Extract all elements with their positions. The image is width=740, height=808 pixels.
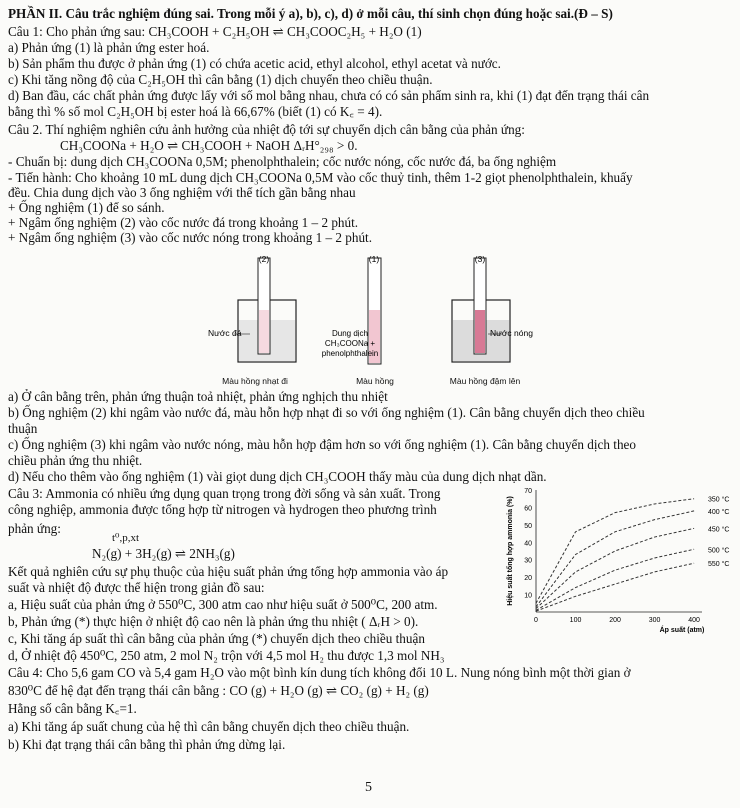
part-title: PHẦN II. Câu trắc nghiệm đúng sai. Trong mỗi ý a), b), c), d) ở mỗi câu, thí sinh chọn đúng hoặc sai.(Đ – S) [8, 6, 613, 21]
label-solution-3: phenolphthalein [321, 349, 379, 358]
q2-step1: + Ống nghiệm (1) để so sánh. [8, 200, 165, 215]
series-line [536, 499, 694, 604]
q2-procedure-line1: - Tiến hành: Cho khoảng 10 mL dung dịch CH₃COONa 0,5M vào cốc thuỷ tinh, thêm 1-2 giọt phenolphthalein, khuấy [8, 170, 633, 185]
test-tube-figure [190, 250, 570, 380]
q2-a: a) Ở cân bằng trên, phản ứng thuận toả nhiệt, phản ứng nghịch thu nhiệt [8, 389, 388, 404]
q1-c: c) Khi tăng nồng độ của C₂H₅OH thì cân bằng (1) dịch chuyển theo chiều thuận. [8, 72, 433, 87]
page-number: 5 [365, 780, 372, 795]
q3-stem-line2: công nghiệp, ammonia được tổng hợp từ nitrogen và hydrogen theo phương trình [8, 502, 437, 517]
q2-prep: - Chuẩn bị: dung dịch CH₃COONa 0,5M; phenolphthalein; cốc nước nóng, cốc nước đá, ba ống nghiệm [8, 154, 557, 169]
q1-stem: Câu 1: Cho phản ứng sau: CH₃COOH + C₂H₅OH ⇌ CH₃COOC₂H₅ + H₂O (1) [8, 24, 422, 39]
q3-c: c, Khi tăng áp suất thì cân bằng của phản ứng (*) chuyển dịch theo chiều thuận [8, 631, 425, 646]
x-tick-label: 200 [609, 617, 621, 624]
q4-a: a) Khi tăng áp suất chung của hệ thì cân bằng chuyển dịch theo chiều thuận. [8, 719, 410, 734]
q3-conditions: t⁰,p,xt [112, 532, 140, 544]
y-tick-label: 60 [524, 505, 532, 513]
y-tick-label: 30 [524, 557, 532, 565]
caption-tube-1: Màu hồng [356, 376, 394, 386]
q4-b: b) Khi đạt trạng thái cân bằng thì phản ứng dừng lại. [8, 737, 286, 752]
q3-b: b, Phản ứng (*) thực hiện ở nhiệt độ cao nên là phản ứng thu nhiệt ( ΔᵣH > 0). [8, 614, 419, 629]
caption-tube-2: Màu hồng nhạt đi [222, 376, 288, 386]
q2-c-line2: chiều phản ứng thu nhiệt. [8, 453, 143, 468]
series-label: 400 °C [708, 508, 730, 516]
q2-c-line1: c) Ống nghiệm (3) khi ngâm vào nước nóng, màu hỗn hợp đậm hơn so với ống nghiệm (1). Cân bằng chuyển dịch theo [8, 437, 636, 452]
q4-stem-line2: 830⁰C để hệ đạt đến trạng thái cân bằng : CO (g) + H₂O (g) ⇌ CO₂ (g) + H₂ (g) [8, 683, 429, 698]
q1-b: b) Sản phẩm thu được ở phản ứng (1) có chứa acetic acid, ethyl alcohol, ethyl acetat và nước. [8, 56, 501, 71]
label-tube-2: (2) [258, 254, 270, 264]
q2-b-line1: b) Ống nghiệm (2) khi ngâm vào nước đá, màu hỗn hợp nhạt đi so với ống nghiệm (1). Cân bằng chuyển dịch theo chiều [8, 405, 645, 420]
y-tick-label: 20 [524, 575, 532, 583]
label-solution-1: Dung dịch [331, 329, 369, 338]
x-tick-label: 400 [688, 617, 700, 624]
caption-tube-3: Màu hồng đậm lên [449, 376, 521, 386]
ice-beaker [238, 258, 296, 362]
x-tick-label: 0 [534, 617, 538, 624]
q3-d: d, Ở nhiệt độ 450⁰C, 250 atm, 2 mol N₂ trộn với 4,5 mol H₂ thu được 1,3 mol NH₃ [8, 648, 445, 663]
series-line [536, 511, 694, 607]
x-tick-label: 300 [648, 617, 661, 624]
ammonia-yield-chart [502, 484, 736, 644]
series-label: 450 °C [708, 526, 730, 534]
q2-b-line2: thuận [8, 421, 38, 436]
q3-equation: N₂(g) + 3H₂(g) ⇌ 2NH₃(g) [92, 546, 235, 561]
label-tube-3: (3) [474, 254, 486, 264]
series-label: 550 °C [708, 561, 730, 569]
y-tick-label: 40 [524, 540, 532, 548]
q2-equation: CH₃COONa + H₂O ⇌ CH₃COOH + NaOH ΔᵣH°₂₉₈ > 0. [60, 138, 358, 153]
series-label: 350 °C [708, 496, 730, 504]
q3-stem-line1: Câu 3: Ammonia có nhiều ứng dụng quan trọng trong đời sống và sản xuất. Trong [8, 486, 441, 501]
q1-d-line1: d) Ban đầu, các chất phản ứng được lấy với số mol bằng nhau, chưa có có sản phẩm sinh ra, khi (1) đạt đến trạng thái cân [8, 88, 650, 103]
series-label: 500 °C [708, 547, 730, 555]
label-tube-1: (1) [368, 254, 380, 264]
q4-stem-line1: Câu 4: Cho 5,6 gam CO và 5,4 gam H₂O vào một bình kín dung tích không đổi 10 L. Nung nóng bình một thời gian ở [8, 665, 631, 680]
x-tick-label: 100 [569, 617, 582, 624]
q3-result-line2: suất và nhiệt độ được thể hiện trong giản đồ sau: [8, 580, 265, 595]
label-ice-water: Nước đá [208, 328, 242, 338]
q2-d: d) Nếu cho thêm vào ống nghiệm (1) vài giọt dung dịch CH₃COOH thấy màu của dung dịch nhạt dần. [8, 469, 547, 484]
label-hot-water: Nước nóng [490, 328, 533, 338]
label-solution-2: CH₃COONa + [324, 339, 376, 348]
q3-stem-line3: phản ứng: [8, 521, 61, 536]
series-line [536, 549, 694, 610]
q2-stem: Câu 2. Thí nghiệm nghiên cứu ảnh hưởng của nhiệt độ tới sự chuyển dịch cân bằng của phản ứng: [8, 122, 525, 137]
q3-result-line1: Kết quả nghiên cứu sự phụ thuộc của hiệu suất phản ứng tổng hợp ammonia vào áp [8, 564, 449, 579]
q3-a: a, Hiệu suất của phản ứng ở 550⁰C, 300 atm cao như hiệu suất ở 500⁰C, 200 atm. [8, 597, 438, 612]
q1-a: a) Phản ứng (1) là phản ứng ester hoá. [8, 40, 210, 55]
hot-beaker [452, 258, 510, 362]
y-axis-label: Hiệu suất tổng hợp ammonia (%) [507, 496, 514, 606]
x-axis-label: Áp suất (atm) [659, 627, 705, 634]
q4-kc: Hằng số cân bằng K꜀=1. [8, 701, 137, 716]
y-tick-label: 50 [524, 522, 532, 530]
y-tick-label: 10 [524, 592, 532, 600]
q2-step3: + Ngâm ống nghiệm (3) vào cốc nước nóng trong khoảng 1 – 2 phút. [8, 230, 373, 245]
q2-procedure-line2: đều. Chia dung dịch vào 3 ống nghiệm với thể tích gần bằng nhau [8, 185, 356, 200]
q1-d-line2: bằng thì % số mol C₂H₅OH bị ester hoá là 66,67% (biết (1) có K꜀ = 4). [8, 104, 383, 119]
q2-step2: + Ngâm ống nghiệm (2) vào cốc nước đá trong khoảng 1 – 2 phút. [8, 215, 359, 230]
y-tick-label: 70 [524, 488, 532, 495]
